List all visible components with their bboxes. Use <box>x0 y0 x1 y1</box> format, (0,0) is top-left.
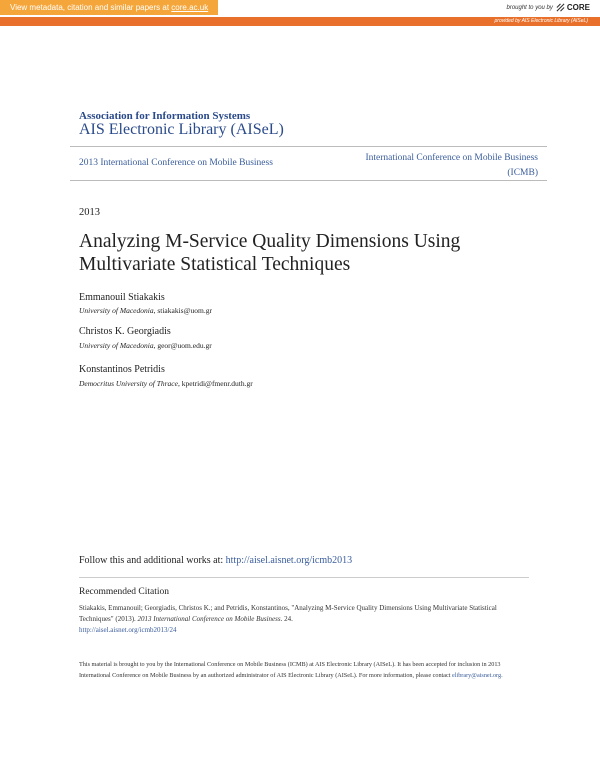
notice-text: This material is brought to you by the International Conference on Mobile Business (ICMB) at AIS Electronic Library (AISeL). It has been accepted for inclusion in 2013 International Conference on Mobile Business by an authorized administrator of AIS Electronic Library (AISeL). For more information, please contact <box>79 661 501 679</box>
affiliation-name: University of Macedonia <box>79 341 154 350</box>
author-email: , kpetridi@fmenr.duth.gr <box>177 379 253 388</box>
author-email: , geor@uom.edu.gr <box>153 341 212 350</box>
core-metadata-link[interactable] <box>0 0 218 15</box>
citation-italic: 2013 International Conference on Mobile Business <box>137 615 281 623</box>
notice-end: . <box>501 672 503 679</box>
series-link-line2: (ICMB) <box>507 168 538 178</box>
title-line1: Analyzing M-Service Quality Dimensions Using <box>79 231 461 252</box>
follow-url-link[interactable]: http://aisel.aisnet.org/icmb2013 <box>225 555 353 566</box>
org-name[interactable]: Association for Information Systems <box>79 110 251 122</box>
conference-link[interactable]: 2013 International Conference on Mobile Business <box>79 158 273 168</box>
core-banner <box>0 0 600 17</box>
author-email: , stiakakis@uom.gr <box>153 306 212 315</box>
follow-line <box>79 555 352 566</box>
brought-to-you <box>507 3 591 12</box>
author-affiliation <box>79 379 253 388</box>
paper-title <box>79 230 549 276</box>
series-link-line1: International Conference on Mobile Business <box>365 153 538 163</box>
divider <box>70 180 547 181</box>
brought-to-you-text: brought to you by <box>506 4 553 11</box>
recommended-citation-heading: Recommended Citation <box>79 587 169 597</box>
affiliation-name: University of Macedonia <box>79 306 154 315</box>
core-link-domain[interactable]: core.ac.uk <box>171 3 209 12</box>
affiliation-name: Democritus University of Thrace <box>79 379 178 388</box>
author-affiliation <box>79 341 212 350</box>
access-notice <box>79 659 519 681</box>
author-affiliation <box>79 306 212 315</box>
follow-text: Follow this and additional works at: <box>79 555 226 566</box>
library-name[interactable]: AIS Electronic Library (AISeL) <box>79 121 284 138</box>
title-line2: Multivariate Statistical Techniques <box>79 254 351 275</box>
author-name: Christos K. Georgiadis <box>79 326 171 337</box>
publication-year: 2013 <box>79 207 100 218</box>
author-name: Emmanouil Stiakakis <box>79 292 165 303</box>
provided-by-text: provided by AIS Electronic Library (AISeL) <box>494 18 588 24</box>
core-logo-icon <box>556 3 565 12</box>
core-logo-text: CORE <box>566 3 590 12</box>
core-logo[interactable] <box>556 3 590 12</box>
series-link[interactable] <box>320 151 538 181</box>
divider <box>70 146 547 147</box>
citation-url-link[interactable]: http://aisel.aisnet.org/icmb2013/24 <box>79 626 177 634</box>
author-name: Konstantinos Petridis <box>79 364 165 375</box>
citation-text <box>79 603 519 636</box>
citation-end: . 24. <box>280 615 293 623</box>
provided-by-bar <box>0 17 600 26</box>
core-link-text: View metadata, citation and similar papers at <box>10 3 172 12</box>
contact-email-link[interactable]: elibrary@aisnet.org <box>452 672 502 679</box>
divider <box>79 577 529 578</box>
citation-plain: Stiakakis, Emmanouil; Georgiadis, Christos K.; and Petridis, Konstantinos, "Analyzing M-Service Quality Dimensions Using Multivariate Statistical Techniques" (2013). <box>79 604 497 623</box>
